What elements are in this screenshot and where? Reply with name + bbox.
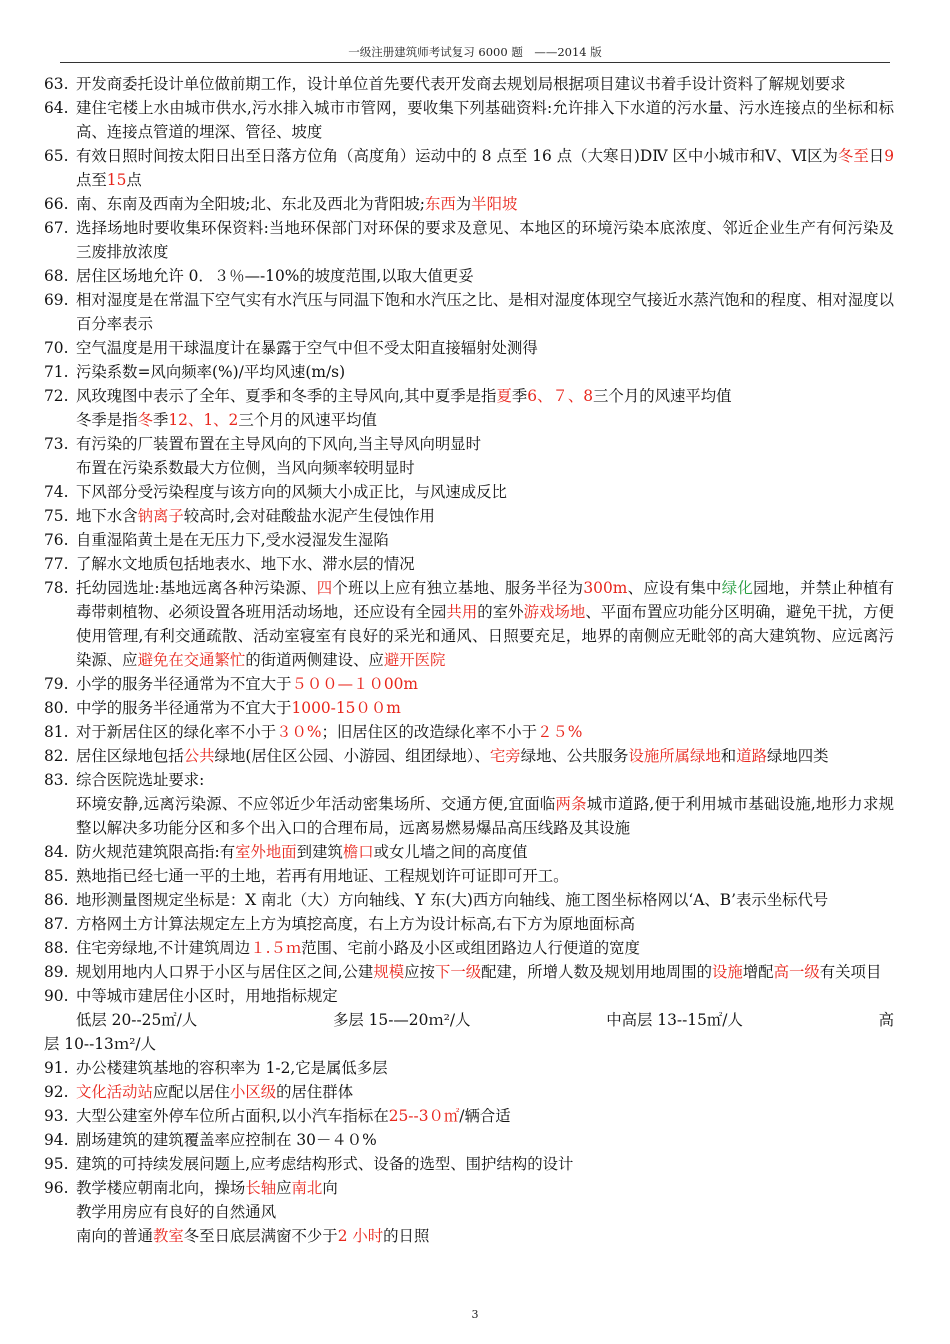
text-segment: 规划用地内人口界于小区与居住区之间,公建 [76,963,374,981]
text-segment: 环境安静,远离污染源、不应邻近少年活动密集场所、交通方便,宜面临 [76,795,556,813]
item-number: 67. [44,219,69,237]
text-segment: 南、东南及西南为全阳坡;北、东北及西北为背阳坡; [76,195,425,213]
text-segment: 城市道路,便于利用城市基础设施,地形力求规整以解决多功能分区和多个出入口的合理布局，远离易燃易爆品高压线路及其设施 [76,795,894,837]
text-segment: 了解水文地质包括地表水、地下水、滞水层的情况 [76,555,415,573]
item-text [76,1104,894,1128]
list-item [44,1176,894,1248]
text-line [76,72,894,96]
text-segment: 有污染的厂装置布置在主导风向的下风向,当主导风向明显时 [76,435,482,453]
list-item [44,1152,894,1176]
land-index-low: 低层 20--25㎡/人 [76,1011,198,1029]
item-number: 80. [44,699,69,717]
list-item [44,144,894,192]
list-item [44,864,894,888]
highlighted-text: 1000-15００m [291,699,401,717]
text-segment: 日 [868,147,885,165]
item-text [76,960,894,984]
list-item [44,72,894,96]
text-segment: 季 [511,387,528,405]
list-item [44,1104,894,1128]
text-line [76,912,894,936]
text-line [76,288,894,336]
item-number: 68. [44,267,69,285]
text-segment: 有效日照时间按太阳日出至日落方位角（高度角）运动中的 8 点至 16 点（大寒日)ⅮⅣ 区中小城市和Ⅴ、Ⅵ区为 [76,147,838,165]
text-line [76,672,894,696]
item-text [76,528,894,552]
item-number: 86. [44,891,69,909]
text-segment: 季 [152,411,169,429]
item-text [76,72,894,96]
text-line [76,264,894,288]
highlighted-text: 钠离子 [137,507,184,525]
text-line [76,432,894,456]
item-text [76,672,894,696]
text-segment: 地形测量图规定坐标是：X 南北（大）方向轴线、Y 东(大)西方向轴线、施工图坐标格网以‘A、B’表示坐标代号 [76,891,829,909]
highlighted-text: 25--3０㎡ [388,1107,460,1125]
item-text [76,1056,894,1080]
highlighted-text: 文化活动站 [76,1083,153,1101]
page-header: 一级注册建筑师考试复习 6000 题 ——2014 版 [348,45,602,59]
text-line [76,696,894,720]
item-number: 64. [44,99,69,117]
text-line [76,552,894,576]
item-text [76,1176,894,1248]
highlighted-text: ５００—１０00m [291,675,419,693]
text-segment: 应 [276,1179,292,1197]
text-segment: 绿地、公共服务 [520,747,629,765]
highlighted-text: 檐口 [342,843,374,861]
text-segment: 、应设有集中 [627,579,722,597]
item-number: 82. [44,747,69,765]
item-text [76,912,894,936]
item-text [76,744,894,768]
list-item [44,888,894,912]
item-text [76,264,894,288]
highlighted-text: 避开医院 [383,651,446,669]
land-index-row [76,1008,894,1032]
item-text [76,984,894,1032]
item-number: 79. [44,675,69,693]
list-item [44,336,894,360]
item-number: 70. [44,339,69,357]
text-line [76,936,894,960]
item-number: 71. [44,363,69,381]
list-item [44,696,894,720]
item-text [76,432,894,480]
text-segment: 熟地指已经七通一平的土地，若再有用地证、工程规划许可证即可开工。 [76,867,569,885]
highlighted-text: 避免在交通繁忙 [137,651,246,669]
text-segment: 较高时,会对硅酸盐水泥产生侵蚀作用 [183,507,435,525]
list-item [44,840,894,864]
highlighted-text: 长轴 [245,1179,277,1197]
land-index-high-part1: 高 [878,1011,894,1029]
item-number: 84. [44,843,69,861]
text-line [76,864,894,888]
text-line [76,192,894,216]
text-segment: 到建筑 [296,843,343,861]
text-segment: 风玫瑰图中表示了全年、夏季和冬季的主导风向,其中夏季是指 [76,387,497,405]
item-number: 65. [44,147,69,165]
text-segment: 建住宅楼上水由城市供水,污水排入城市市管网，要收集下列基础资料:允许排入下水道的污水量、污水连接点的坐标和标高、连接点管道的埋深、管径、坡度 [76,99,894,141]
text-segment: 点至 [76,171,107,189]
highlighted-text: 下一级 [434,963,482,981]
item-text [76,384,894,432]
highlighted-text: 道路 [736,747,767,765]
item-number: 81. [44,723,69,741]
highlighted-text: ３０% [276,723,322,741]
highlighted-text: 四 [316,579,333,597]
item-number: 88. [44,939,69,957]
text-segment: 或女儿墙之间的高度值 [373,843,528,861]
list-item [44,384,894,432]
text-segment: 建筑的可持续发展问题上,应考虑结构形式、设备的选型、围护结构的设计 [76,1155,574,1173]
text-line [76,1104,894,1128]
text-segment: 自重湿陷黄土是在无压力下,受水浸湿发生湿陷 [76,531,389,549]
item-number: 95. [44,1155,69,1173]
item-text [76,552,894,576]
text-line [76,1080,894,1104]
item-number: 66. [44,195,69,213]
item-text [76,144,894,192]
text-segment: 方格网土方计算法规定左上方为填挖高度，右上方为设计标高,右下方为原地面标高 [76,915,635,933]
highlighted-text: 半阳坡 [471,195,518,213]
text-segment: 剧场建筑的建筑覆盖率应控制在 30－４０% [76,1131,377,1149]
text-segment: ；旧居住区的改造绿化率不小于 [321,723,537,741]
text-segment: 相对湿度是在常温下空气实有水汽压与同温下饱和水汽压之比、是相对湿度体现空气接近水蒸汽饱和的程度、相对湿度以百分率表示 [76,291,894,333]
item-number: 72. [44,387,69,405]
text-segment: 对于新居住区的绿化率不小于 [76,723,277,741]
list-item [44,936,894,960]
item-text [76,720,894,744]
text-line [76,528,894,552]
item-text [76,696,894,720]
item-number: 87. [44,915,69,933]
list-item [44,1128,894,1152]
item-number: 83. [44,771,69,789]
item-number: 74. [44,483,69,501]
highlighted-text: 东西 [424,195,456,213]
item-text [76,192,894,216]
item-number: 85. [44,867,69,885]
text-line [76,384,894,408]
item-number: 94. [44,1131,69,1149]
list-item [44,768,894,840]
highlighted-text: 2 小时 [337,1227,384,1245]
list-item [44,264,894,288]
text-line [76,1176,894,1200]
text-segment: 防火规范建筑限高指:有 [76,843,236,861]
item-number: 93. [44,1107,69,1125]
item-number: 96. [44,1179,69,1197]
item-text [76,288,894,336]
text-segment: 污染系数=风向频率(%)/平均风速(m/s) [76,363,346,381]
text-segment: 中学的服务半径通常为不宜大于 [76,699,292,717]
list-item [44,984,894,1032]
header-divider [60,62,890,63]
text-line [76,1152,894,1176]
item-text [76,1080,894,1104]
item-text [76,480,894,504]
text-segment: 冬至日底层满窗不少于 [183,1227,338,1245]
page-number: 3 [471,1308,479,1321]
text-line [76,480,894,504]
highlighted-text: 两条 [555,795,587,813]
highlighted-text: 设施 [711,963,743,981]
text-segment: 应按 [404,963,435,981]
text-line [76,144,894,192]
text-segment: 园地，并禁止种植有毒带刺植物、必须设置各班用活动场地，还应设有全园 [76,579,894,621]
highlighted-text: 南北 [291,1179,323,1197]
list-item [44,1080,894,1104]
list-item [44,432,894,480]
item-number: 78. [44,579,69,597]
item-text [76,1152,894,1176]
item-text [76,96,894,144]
text-line [76,720,894,744]
item-number: 69. [44,291,69,309]
highlighted-text: 教室 [152,1227,184,1245]
highlighted-text: 300m [583,579,628,597]
text-segment: 的居住群体 [276,1083,354,1101]
text-segment: 居住区绿地包括 [76,747,184,765]
text-segment: 教学用房应有良好的自然通风 [76,1203,277,1221]
highlighted-text: 游戏场地 [523,603,586,621]
text-segment: 、平面布置应功能分区明确，避免干扰，方便使用管理,有利交通疏散、活动室寝室有良好的采光和通风、日照要充足，地界的南侧应无毗邻的高大建筑物、应远离污染源、应 [76,603,894,669]
highlighted-text: 6、７、8 [527,387,594,405]
highlighted-text: 12、1、2 [168,411,239,429]
text-segment: 托幼园选址:基地远离各种污染源、 [76,579,317,597]
text-segment: 绿地(居住区公园、小游园、组团绿地）、 [214,747,490,765]
list-item [44,504,894,528]
highlighted-text: 公共 [183,747,215,765]
text-line [76,960,894,984]
text-segment: 综合医院选址要求: [76,771,205,789]
highlighted-text: 宅旁 [489,747,521,765]
text-segment: 的街道两侧建设、应 [245,651,384,669]
text-segment: 教学楼应朝南北向，操场 [76,1179,246,1197]
text-segment: 下风部分受污染程度与该方向的风频大小成正比，与风速成反比 [76,483,507,501]
text-segment: 冬季是指 [76,411,138,429]
list-item [44,960,894,984]
highlighted-text: 高一级 [773,963,820,981]
highlighted-text: 9 [884,147,894,165]
item-text [76,504,894,528]
list-item [44,720,894,744]
text-line [76,216,894,264]
list-item [44,192,894,216]
highlighted-text: １.５ｍ [250,939,302,957]
item-text [76,1128,894,1152]
item-number: 89. [44,963,69,981]
highlighted-text: 室外地面 [235,843,297,861]
item-number: 91. [44,1059,69,1077]
text-line [76,888,894,912]
land-index-continuation: 层 10--13ｍ²/人 [44,1035,156,1053]
item-text [76,864,894,888]
land-index-midhigh: 中高层 13--15㎡/人 [606,1011,743,1029]
highlighted-text: 冬 [137,411,153,429]
list-item [44,216,894,264]
text-segment: 选择场地时要收集环保资料:当地环保部门对环保的要求及意见、本地区的环境污染本底浓度、邻近企业生产有何污染及三废排放浓度 [76,219,894,261]
list-item [44,744,894,768]
text-segment: 范围、宅前小路及小区或组团路边人行便道的宽度 [301,939,640,957]
list-item [44,96,894,144]
highlighted-text: 绿化 [721,579,754,597]
text-segment: 住宅旁绿地,不计建筑周边 [76,939,251,957]
text-segment: 空气温度是用干球温度计在暴露于空气中但不受太阳直接辐射处测得 [76,339,538,357]
text-line [76,456,894,480]
text-segment: 三个月的风速平均值 [238,411,377,429]
highlighted-text: 冬至 [837,147,869,165]
list-item [44,576,894,672]
item-text [76,840,894,864]
text-line [76,1200,894,1224]
item-text [76,936,894,960]
text-segment: 应配以居住 [152,1083,230,1101]
text-line [76,1128,894,1152]
text-segment: 和 [720,747,737,765]
item-number: 92. [44,1083,69,1101]
list-item [44,912,894,936]
text-segment: 三个月的风速平均值 [593,387,732,405]
text-segment: 点 [126,171,142,189]
text-segment: 的日照 [383,1227,430,1245]
text-segment: 布置在污染系数最大方位侧，当风向频率较明显时 [76,459,415,477]
text-line [76,576,894,672]
text-segment: 南向的普通 [76,1227,153,1245]
text-segment: 开发商委托设计单位做前期工作，设计单位首先要代表开发商去规划局根据项目建议书着手设计资料了解规划要求 [76,75,846,93]
text-line [76,1224,894,1248]
list-item [44,528,894,552]
item-number: 76. [44,531,69,549]
item-text [76,888,894,912]
text-line [76,96,894,144]
item-text [76,768,894,840]
list-item [44,360,894,384]
text-segment: 向 [322,1179,338,1197]
list-item [44,1056,894,1080]
item-number: 73. [44,435,69,453]
text-line [76,792,894,840]
text-line [76,1056,894,1080]
list-item [44,552,894,576]
text-segment: 大型公建室外停车位所占面积,以小汽车指标在 [76,1107,389,1125]
item-text [76,336,894,360]
list-item [44,480,894,504]
text-segment: 有关项目 [819,963,882,981]
item-text [76,216,894,264]
text-segment: 绿地四类 [767,747,829,765]
text-segment: 为 [455,195,472,213]
highlighted-text: 15 [106,171,127,189]
item-number: 77. [44,555,69,573]
document-body [44,72,894,1248]
text-line [76,840,894,864]
text-segment: 的室外 [477,603,524,621]
item-text [76,576,894,672]
highlighted-text: 设施所属绿地 [628,747,721,765]
list-item [44,672,894,696]
text-line [76,336,894,360]
text-segment: 办公楼建筑基地的容积率为 1-2,它是属低多层 [76,1059,388,1077]
text-line [76,984,894,1008]
item-number: 75. [44,507,69,525]
land-index-multi: 多层 15-—20ｍ²/人 [332,1011,471,1029]
text-segment: /辆合适 [459,1107,511,1125]
text-segment: 个班以上应有独立基地、服务半径为 [332,579,584,597]
text-segment: 增配 [742,963,774,981]
item-number: 90. [44,987,69,1005]
list-item [44,288,894,336]
text-segment: 配建，所增人数及规划用地周围的 [481,963,712,981]
text-line [76,744,894,768]
text-line [76,408,894,432]
text-segment: 小学的服务半径通常为不宜大于 [76,675,292,693]
text-segment: 居住区场地允许 0．３％—-10%的坡度范围,以取大值更妥 [76,267,474,285]
highlighted-text: 小区级 [229,1083,277,1101]
highlighted-text: 共用 [446,603,478,621]
text-segment: 中等城市建居住小区时，用地指标规定 [76,987,338,1005]
text-line [76,504,894,528]
highlighted-text: 夏 [496,387,512,405]
item-number: 63. [44,75,69,93]
item-text [76,360,894,384]
text-segment: 地下水含 [76,507,138,525]
highlighted-text: 规模 [373,963,405,981]
text-line [76,360,894,384]
highlighted-text: ２５% [536,723,583,741]
text-line [76,768,894,792]
